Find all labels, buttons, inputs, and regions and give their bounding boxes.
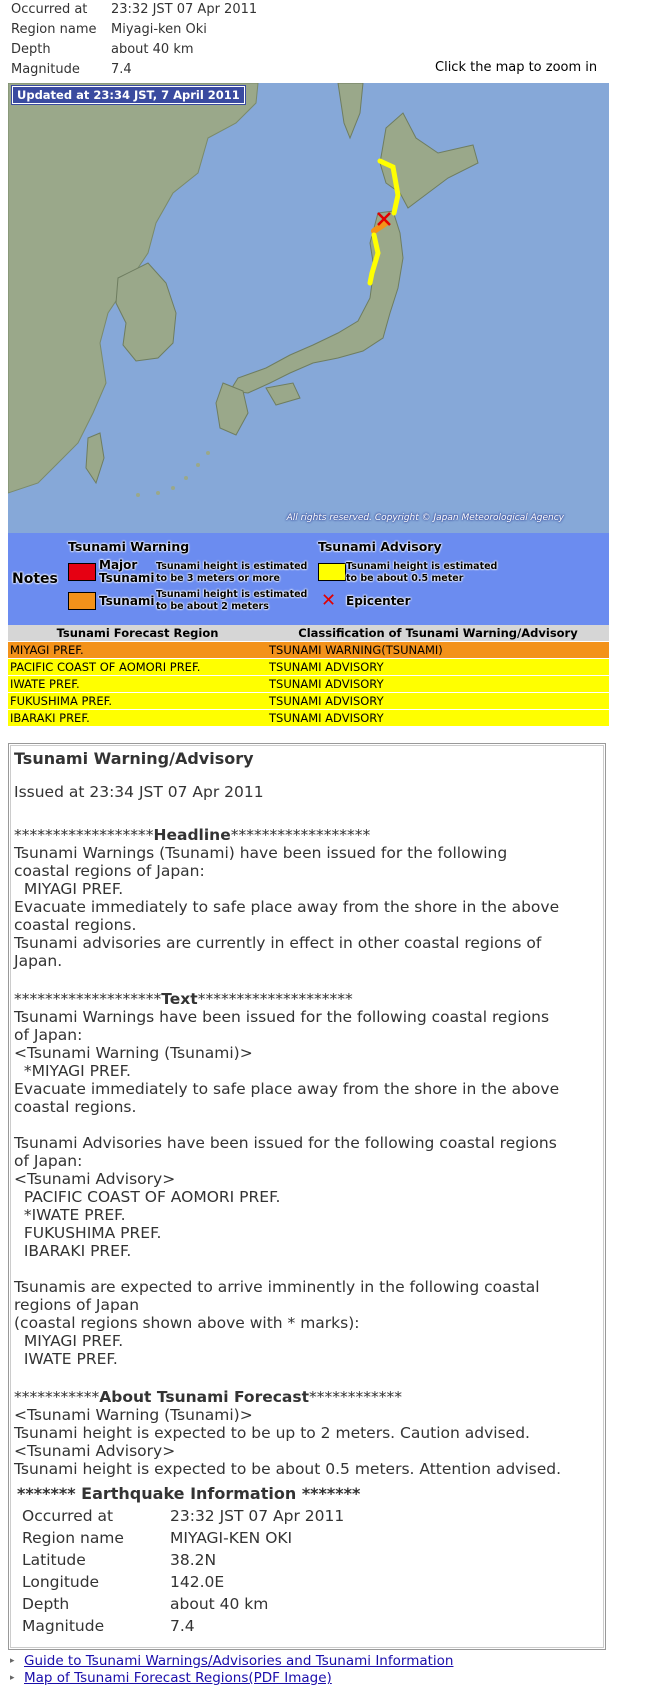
text-line: Tsunami Advisories have been issued for the following coastal regions (14, 1134, 557, 1152)
quake-summary (11, 0, 257, 80)
summary-value: about 40 km (111, 42, 194, 57)
text-line: FUKUSHIMA PREF. (14, 1224, 162, 1242)
tsunami-desc2: to be about 2 meters (156, 601, 269, 612)
summary-label: Depth (11, 42, 51, 57)
forecast-table (8, 625, 609, 726)
text-line: Tsunamis are expected to arrive imminently in the following coastal (14, 1278, 540, 1296)
text-line: regions of Japan (14, 1296, 140, 1314)
copyright-text: All rights reserved. Copyright © Japan Meteorological Agency (286, 513, 564, 523)
eq-label: Depth (22, 1595, 70, 1613)
eq-label: Occurred at (22, 1507, 114, 1525)
tsunami-swatch (68, 592, 96, 610)
table-row (8, 693, 609, 710)
text-line: of Japan: (14, 1152, 83, 1170)
legend-advisory-header: Tsunami Advisory (318, 539, 442, 554)
chevron-right-icon: ▸ (10, 1656, 15, 1666)
text-line: *MIYAGI PREF. (14, 1062, 131, 1080)
advisory-desc1: Tsunami height is estimated (346, 561, 498, 572)
hdr-stars: ******************** (197, 990, 353, 1008)
chevron-right-icon: ▸ (10, 1673, 15, 1683)
summary-label: Occurred at (11, 2, 88, 17)
major-tsunami-label: Major Tsunami (99, 558, 155, 585)
text-body (14, 1008, 559, 1368)
eq-label: Magnitude (22, 1617, 105, 1635)
tsunami-desc1: Tsunami height is estimated (156, 589, 308, 600)
summary-row-depth (11, 40, 257, 60)
text-line: Tsunami height is expected to be about 0.5 meters. Attention advised. (14, 1460, 562, 1478)
eq-row (22, 1529, 292, 1547)
guide-link[interactable]: Guide to Tsunami Warnings/Advisories and Tsunami Information (24, 1653, 454, 1669)
col-header-region: Tsunami Forecast Region (8, 625, 267, 642)
eq-row (22, 1551, 216, 1569)
major-tsunami-swatch (68, 563, 96, 581)
eq-value: 142.0E (170, 1573, 225, 1591)
eq-value: MIYAGI-KEN OKI (170, 1529, 293, 1547)
zoom-hint: Click the map to zoom in (435, 60, 598, 75)
about-body (14, 1406, 561, 1478)
text-line: <Tsunami Warning (Tsunami)> (14, 1044, 253, 1062)
major-tsunami-desc2: to be 3 meters or more (156, 573, 280, 584)
class-cell: TSUNAMI ADVISORY (267, 693, 609, 710)
text-line: IBARAKI PREF. (14, 1242, 132, 1260)
epicenter-icon: ✕ (321, 590, 337, 611)
text-header (14, 990, 353, 1008)
class-cell: TSUNAMI ADVISORY (267, 710, 609, 727)
region-cell: IBARAKI PREF. (8, 710, 267, 727)
eq-value: 38.2N (170, 1551, 217, 1569)
hdr-text: About Tsunami Forecast (99, 1388, 310, 1406)
text-line: *IWATE PREF. (14, 1206, 126, 1224)
legend-warning-header: Tsunami Warning (68, 539, 190, 554)
headline-body (14, 844, 559, 970)
text-line: coastal regions. (14, 1098, 137, 1116)
hdr-text: Headline (153, 826, 231, 844)
bulletin-title: Tsunami Warning/Advisory (14, 749, 254, 768)
link-item (10, 1670, 453, 1687)
headline-header (14, 826, 370, 844)
text-line: Tsunami Warnings have been issued for the following coastal regions (14, 1008, 550, 1026)
text-line: Tsunami height is expected to be up to 2 meters. Caution advised. (14, 1424, 530, 1442)
eq-info-header: ******* Earthquake Information ******* (17, 1484, 361, 1503)
hdr-stars: ****************** (230, 826, 371, 844)
eq-value: 23:32 JST 07 Apr 2011 (170, 1507, 345, 1525)
text-line: of Japan: (14, 1026, 83, 1044)
eq-label: Region name (22, 1529, 124, 1547)
text-line (14, 1116, 559, 1134)
summary-row-magnitude (11, 60, 257, 80)
forecast-map-pdf-link[interactable]: Map of Tsunami Forecast Regions(PDF Image) (24, 1670, 332, 1686)
text-line: (coastal regions shown above with * marks): (14, 1314, 360, 1332)
text-line: Japan. (14, 952, 63, 970)
text-line: coastal regions. (14, 916, 137, 934)
text-line: <Tsunami Advisory> (14, 1442, 176, 1460)
eq-label: Latitude (22, 1551, 86, 1569)
text-line: coastal regions of Japan: (14, 862, 205, 880)
region-cell: FUKUSHIMA PREF. (8, 693, 267, 710)
text-line: Evacuate immediately to safe place away from the shore in the above (14, 1080, 560, 1098)
major-tsunami-desc1: Tsunami height is estimated (156, 561, 308, 572)
eq-value: about 40 km (170, 1595, 269, 1613)
eq-row (22, 1507, 344, 1525)
advisory-swatch (318, 563, 346, 581)
class-cell: TSUNAMI ADVISORY (267, 659, 609, 676)
table-row (8, 676, 609, 693)
eq-value: 7.4 (170, 1617, 195, 1635)
eq-label: Longitude (22, 1573, 100, 1591)
summary-row-occurred (11, 0, 257, 20)
region-cell: IWATE PREF. (8, 676, 267, 693)
epicenter-label: Epicenter (346, 594, 411, 608)
text-line: <Tsunami Warning (Tsunami)> (14, 1406, 253, 1424)
updated-label: Updated at 23:34 JST, 7 April 2011 (12, 86, 245, 104)
tsunami-label: Tsunami (99, 594, 155, 608)
advisory-desc2: to be about 0.5 meter (346, 573, 464, 584)
eq-row (22, 1573, 224, 1591)
summary-row-region (11, 20, 257, 40)
related-links (10, 1653, 453, 1687)
eq-row (22, 1617, 195, 1635)
about-header (14, 1388, 402, 1406)
text-line: Tsunami Warnings (Tsunami) have been issued for the following (14, 844, 508, 862)
summary-value: 23:32 JST 07 Apr 2011 (111, 2, 258, 17)
hdr-stars: *********** (14, 1388, 100, 1406)
text-line (14, 1260, 559, 1278)
text-line: PACIFIC COAST OF AOMORI PREF. (14, 1188, 281, 1206)
region-cell: MIYAGI PREF. (8, 642, 267, 659)
tsunami-map[interactable] (8, 83, 609, 533)
region-cell: PACIFIC COAST OF AOMORI PREF. (8, 659, 267, 676)
summary-label: Region name (11, 22, 97, 37)
text-line: Evacuate immediately to safe place away from the shore in the above (14, 898, 560, 916)
text-line: MIYAGI PREF. (14, 1332, 124, 1350)
col-header-class: Classification of Tsunami Warning/Advisory (267, 625, 609, 642)
summary-value: Miyagi-ken Oki (111, 22, 207, 37)
hdr-stars: ************ (309, 1388, 403, 1406)
text-line: Tsunami advisories are currently in effect in other coastal regions of (14, 934, 542, 952)
link-item (10, 1653, 453, 1670)
table-row (8, 659, 609, 676)
class-cell: TSUNAMI ADVISORY (267, 676, 609, 693)
hdr-text: Text (161, 990, 198, 1008)
table-header-row (8, 625, 609, 642)
table-row (8, 642, 609, 659)
eq-row (22, 1595, 268, 1613)
text-line: IWATE PREF. (14, 1350, 118, 1368)
bulletin-issued: Issued at 23:34 JST 07 Apr 2011 (14, 783, 264, 801)
table-row (8, 710, 609, 727)
text-line: MIYAGI PREF. (14, 880, 124, 898)
summary-value: 7.4 (111, 62, 132, 77)
map-legend (8, 533, 609, 625)
hdr-stars: ******************* (14, 990, 162, 1008)
summary-label: Magnitude (11, 62, 80, 77)
hdr-stars: ****************** (14, 826, 154, 844)
class-cell: TSUNAMI WARNING(TSUNAMI) (267, 642, 609, 659)
notes-label: Notes (12, 571, 58, 587)
text-line: <Tsunami Advisory> (14, 1170, 176, 1188)
japan-map-graphic (8, 83, 609, 533)
